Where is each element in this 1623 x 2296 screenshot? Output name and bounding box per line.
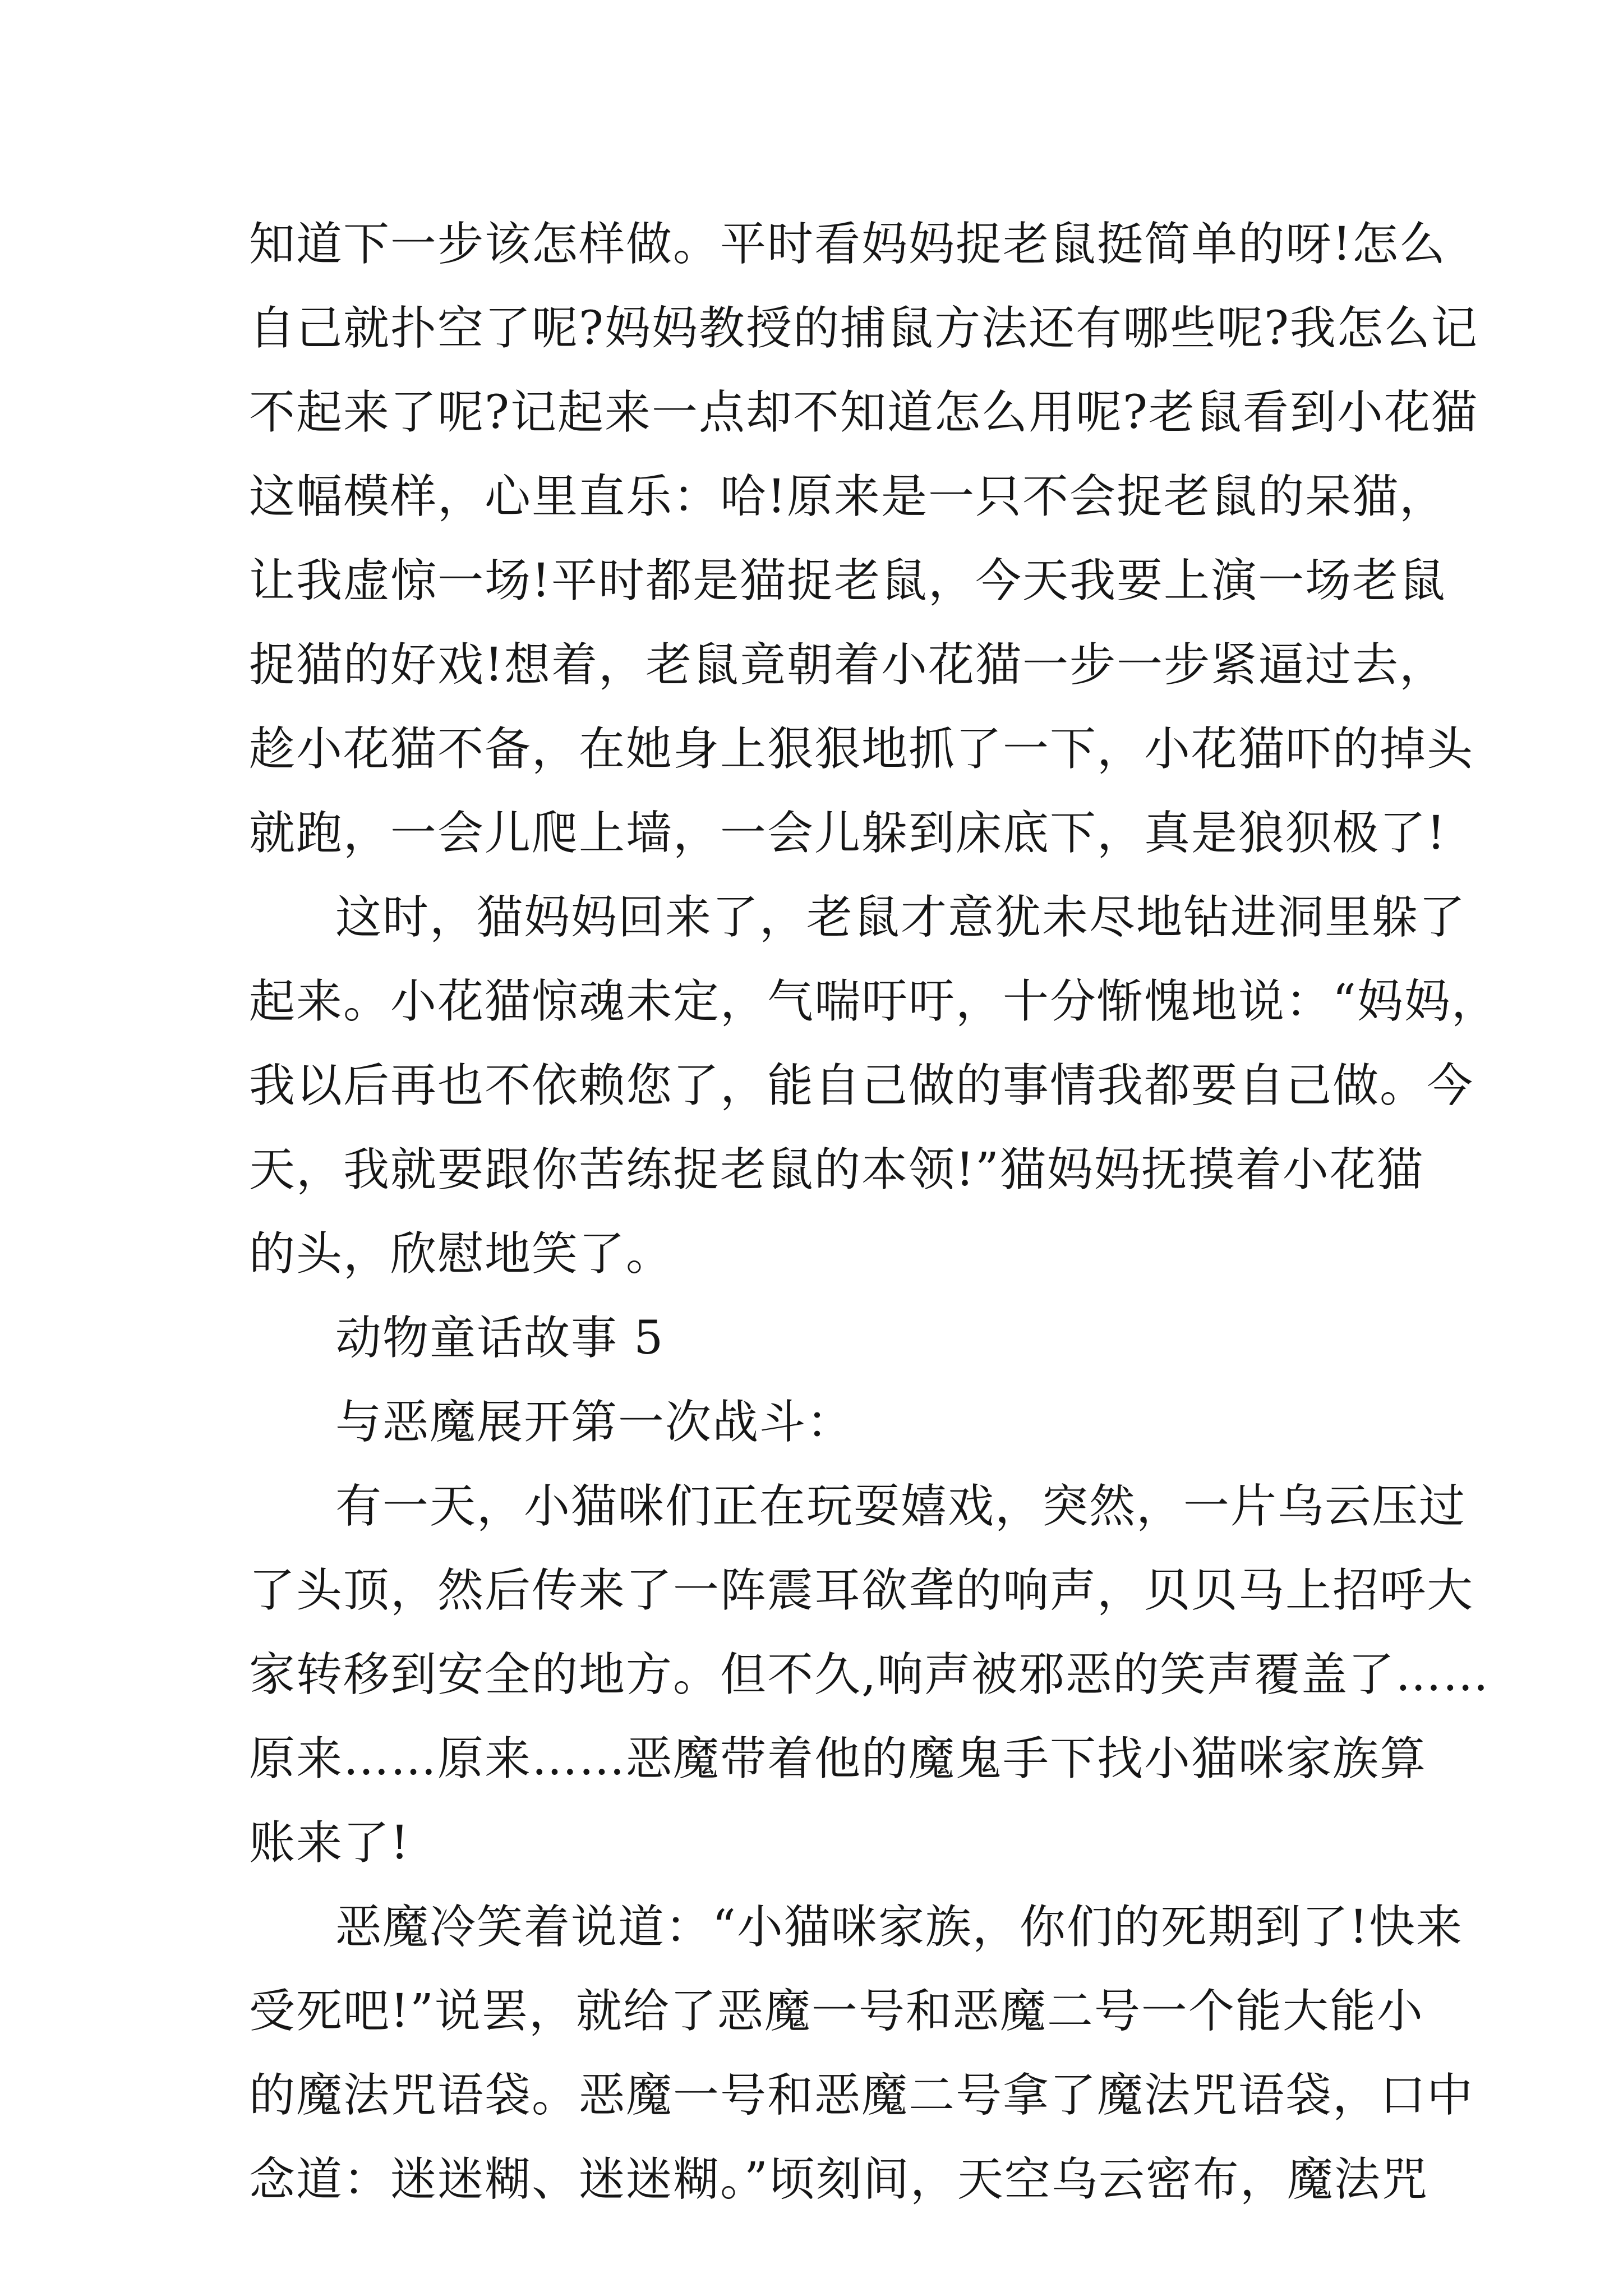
text-line: 知道下一步该怎样做。平时看妈妈捉老鼠挺简单的呀!怎么 <box>249 218 1446 271</box>
text-line: 起来。小花猫惊魂未定，气喘吁吁，十分惭愧地说：“妈妈， <box>249 975 1498 1028</box>
text-line: 自己就扑空了呢?妈妈教授的捕鼠方法还有哪些呢?我怎么记 <box>249 302 1478 355</box>
subheading: 与恶魔展开第一次战斗： <box>335 1396 854 1449</box>
text-line: 了头顶，然后传来了一阵震耳欲聋的响声，贝贝马上招呼大 <box>249 1564 1474 1617</box>
text-line: 不起来了呢?记起来一点却不知道怎么用呢?老鼠看到小花猫 <box>249 386 1478 439</box>
paragraph-first-line: 有一天，小猫咪们正在玩耍嬉戏，突然，一片乌云压过 <box>335 1480 1467 1533</box>
text-line: 这幅模样，心里直乐：哈!原来是一只不会捉老鼠的呆猫， <box>249 470 1446 523</box>
text-line: 天，我就要跟你苦练捉老鼠的本领!”猫妈妈抚摸着小花猫 <box>249 1143 1424 1197</box>
text-line: 念道：迷迷糊、迷迷糊。”顷刻间，天空乌云密布，魔法咒 <box>249 2153 1428 2206</box>
text-line: 的魔法咒语袋。恶魔一号和恶魔二号拿了魔法咒语袋，口中 <box>249 2069 1474 2122</box>
section-heading: 动物童话故事 5 <box>335 1312 665 1365</box>
text-line: 家转移到安全的地方。但不久,响声被邪恶的笑声覆盖了…… <box>249 1648 1490 1701</box>
text-line: 原来……原来……恶魔带着他的魔鬼手下找小猫咪家族算 <box>249 1732 1427 1786</box>
text-line: 趁小花猫不备，在她身上狠狠地抓了一下，小花猫吓的掉头 <box>249 723 1474 776</box>
paragraph-first-line: 恶魔冷笑着说道：“小猫咪家族，你们的死期到了!快来 <box>335 1901 1463 1954</box>
text-line: 我以后再也不依赖您了，能自己做的事情我都要自己做。今 <box>249 1059 1474 1112</box>
text-line: 让我虚惊一场!平时都是猫捉老鼠，今天我要上演一场老鼠 <box>249 554 1446 608</box>
paragraph-first-line: 这时，猫妈妈回来了，老鼠才意犹未尽地钻进洞里躲了 <box>335 891 1467 944</box>
text-line: 受死吧!”说罢，就给了恶魔一号和恶魔二号一个能大能小 <box>249 1985 1424 2038</box>
text-line: 的头，欣慰地笑了。 <box>249 1227 674 1281</box>
text-line: 就跑，一会儿爬上墙，一会儿躲到床底下，真是狼狈极了! <box>249 807 1446 860</box>
text-line: 账来了! <box>249 1816 410 1870</box>
text-line: 捉猫的好戏!想着，老鼠竟朝着小花猫一步一步紧逼过去， <box>249 638 1446 692</box>
